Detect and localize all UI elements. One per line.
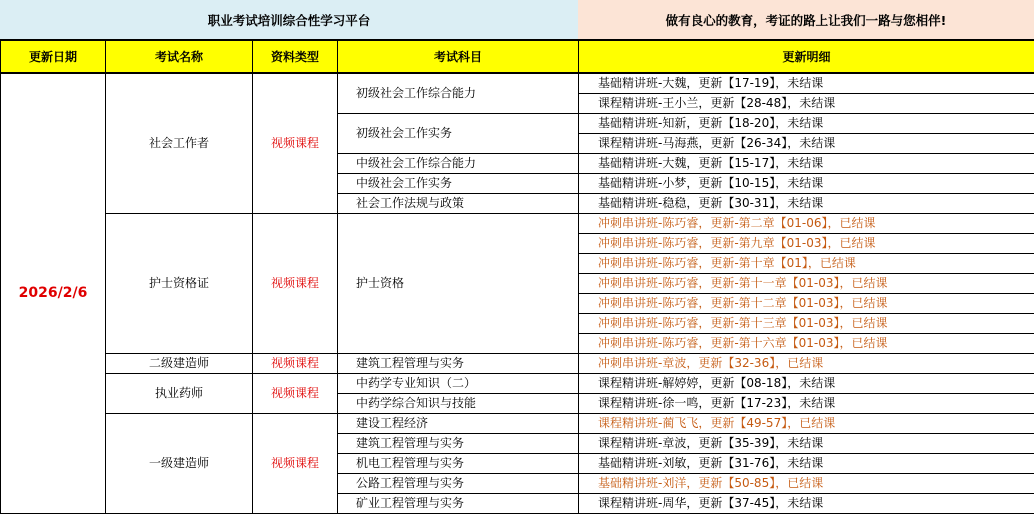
update-detail-cell[interactable]: 课程精讲班-周华，更新【37-45】，未结课 <box>579 493 1034 513</box>
update-detail-cell[interactable]: 课程精讲班-王小兰，更新【28-48】，未结课 <box>579 93 1034 113</box>
update-detail-cell[interactable]: 冲刺串讲班-陈巧睿，更新-第二章【01-06】，已结课 <box>579 213 1034 233</box>
material-type-cell[interactable]: 视频课程 <box>253 213 338 353</box>
update-detail-cell[interactable]: 冲刺串讲班-陈巧睿，更新-第十六章【01-03】，已结课 <box>579 333 1034 353</box>
update-detail-cell[interactable]: 冲刺串讲班-陈巧睿，更新-第十二章【01-03】，已结课 <box>579 293 1034 313</box>
table-body <box>1 73 1034 513</box>
update-detail-cell[interactable]: 基础精讲班-大魏，更新【15-17】，未结课 <box>579 153 1034 173</box>
subject-cell[interactable]: 中级社会工作综合能力 <box>338 153 579 173</box>
subject-cell[interactable]: 建筑工程管理与实务 <box>338 353 579 373</box>
update-detail-cell[interactable]: 冲刺串讲班-章波，更新【32-36】，已结课 <box>579 353 1034 373</box>
platform-title-banner: 职业考试培训综合性学习平台 <box>0 0 578 39</box>
update-detail-cell[interactable]: 课程精讲班-章波，更新【35-39】，未结课 <box>579 433 1034 453</box>
exam-name-cell[interactable]: 护士资格证 <box>106 213 253 353</box>
subject-cell[interactable]: 公路工程管理与实务 <box>338 473 579 493</box>
table-row <box>1 213 1034 233</box>
slogan-banner: 做有良心的教育，考证的路上让我们一路与您相伴! <box>578 0 1034 39</box>
exam-name-cell[interactable]: 二级建造师 <box>106 353 253 373</box>
update-detail-cell[interactable]: 基础精讲班-知新，更新【18-20】，未结课 <box>579 113 1034 133</box>
material-type-cell[interactable]: 视频课程 <box>253 373 338 413</box>
subject-cell[interactable]: 社会工作法规与政策 <box>338 193 579 213</box>
exam-name-cell[interactable]: 执业药师 <box>106 373 253 413</box>
update-detail-cell[interactable]: 课程精讲班-马海燕，更新【26-34】，未结课 <box>579 133 1034 153</box>
table-row <box>1 73 1034 93</box>
update-detail-cell[interactable]: 基础精讲班-刘敏，更新【31-76】，未结课 <box>579 453 1034 473</box>
subject-cell[interactable]: 矿业工程管理与实务 <box>338 493 579 513</box>
subject-cell[interactable]: 护士资格 <box>338 213 579 353</box>
column-header-type[interactable]: 资料类型 <box>253 40 338 73</box>
update-detail-cell[interactable]: 冲刺串讲班-陈巧睿，更新-第十一章【01-03】，已结课 <box>579 273 1034 293</box>
column-header-subject[interactable]: 考试科目 <box>338 40 579 73</box>
subject-cell[interactable]: 初级社会工作实务 <box>338 113 579 153</box>
material-type-cell[interactable]: 视频课程 <box>253 353 338 373</box>
update-detail-cell[interactable]: 基础精讲班-刘洋，更新【50-85】，已结课 <box>579 473 1034 493</box>
subject-cell[interactable]: 机电工程管理与实务 <box>338 453 579 473</box>
update-detail-cell[interactable]: 基础精讲班-稳稳，更新【30-31】，未结课 <box>579 193 1034 213</box>
update-detail-cell[interactable]: 课程精讲班-徐一鸣，更新【17-23】，未结课 <box>579 393 1034 413</box>
update-detail-cell[interactable]: 冲刺串讲班-陈巧睿，更新-第十三章【01-03】，已结课 <box>579 313 1034 333</box>
subject-cell[interactable]: 建设工程经济 <box>338 413 579 433</box>
table-header-row <box>1 40 1034 73</box>
column-header-date[interactable]: 更新日期 <box>1 40 106 73</box>
table-row <box>1 373 1034 393</box>
subject-cell[interactable]: 初级社会工作综合能力 <box>338 73 579 113</box>
update-detail-cell[interactable]: 冲刺串讲班-陈巧睿，更新-第十章【01】，已结课 <box>579 253 1034 273</box>
update-detail-cell[interactable]: 基础精讲班-小梦，更新【10-15】，未结课 <box>579 173 1034 193</box>
exam-name-cell[interactable]: 一级建造师 <box>106 413 253 513</box>
update-table <box>0 39 1034 514</box>
subject-cell[interactable]: 中药学综合知识与技能 <box>338 393 579 413</box>
update-date-cell[interactable]: 2026/2/6 <box>1 73 106 513</box>
table-row <box>1 353 1034 373</box>
update-detail-cell[interactable]: 冲刺串讲班-陈巧睿，更新-第九章【01-03】，已结课 <box>579 233 1034 253</box>
update-detail-cell[interactable]: 基础精讲班-大魏，更新【17-19】，未结课 <box>579 73 1034 93</box>
update-detail-cell[interactable]: 课程精讲班-解婷婷，更新【08-18】，未结课 <box>579 373 1034 393</box>
exam-name-cell[interactable]: 社会工作者 <box>106 73 253 213</box>
column-header-details[interactable]: 更新明细 <box>579 40 1034 73</box>
subject-cell[interactable]: 中药学专业知识（二） <box>338 373 579 393</box>
material-type-cell[interactable]: 视频课程 <box>253 413 338 513</box>
column-header-exam[interactable]: 考试名称 <box>106 40 253 73</box>
table-row <box>1 413 1034 433</box>
subject-cell[interactable]: 建筑工程管理与实务 <box>338 433 579 453</box>
material-type-cell[interactable]: 视频课程 <box>253 73 338 213</box>
update-detail-cell[interactable]: 课程精讲班-蔺飞飞，更新【49-57】，已结课 <box>579 413 1034 433</box>
subject-cell[interactable]: 中级社会工作实务 <box>338 173 579 193</box>
